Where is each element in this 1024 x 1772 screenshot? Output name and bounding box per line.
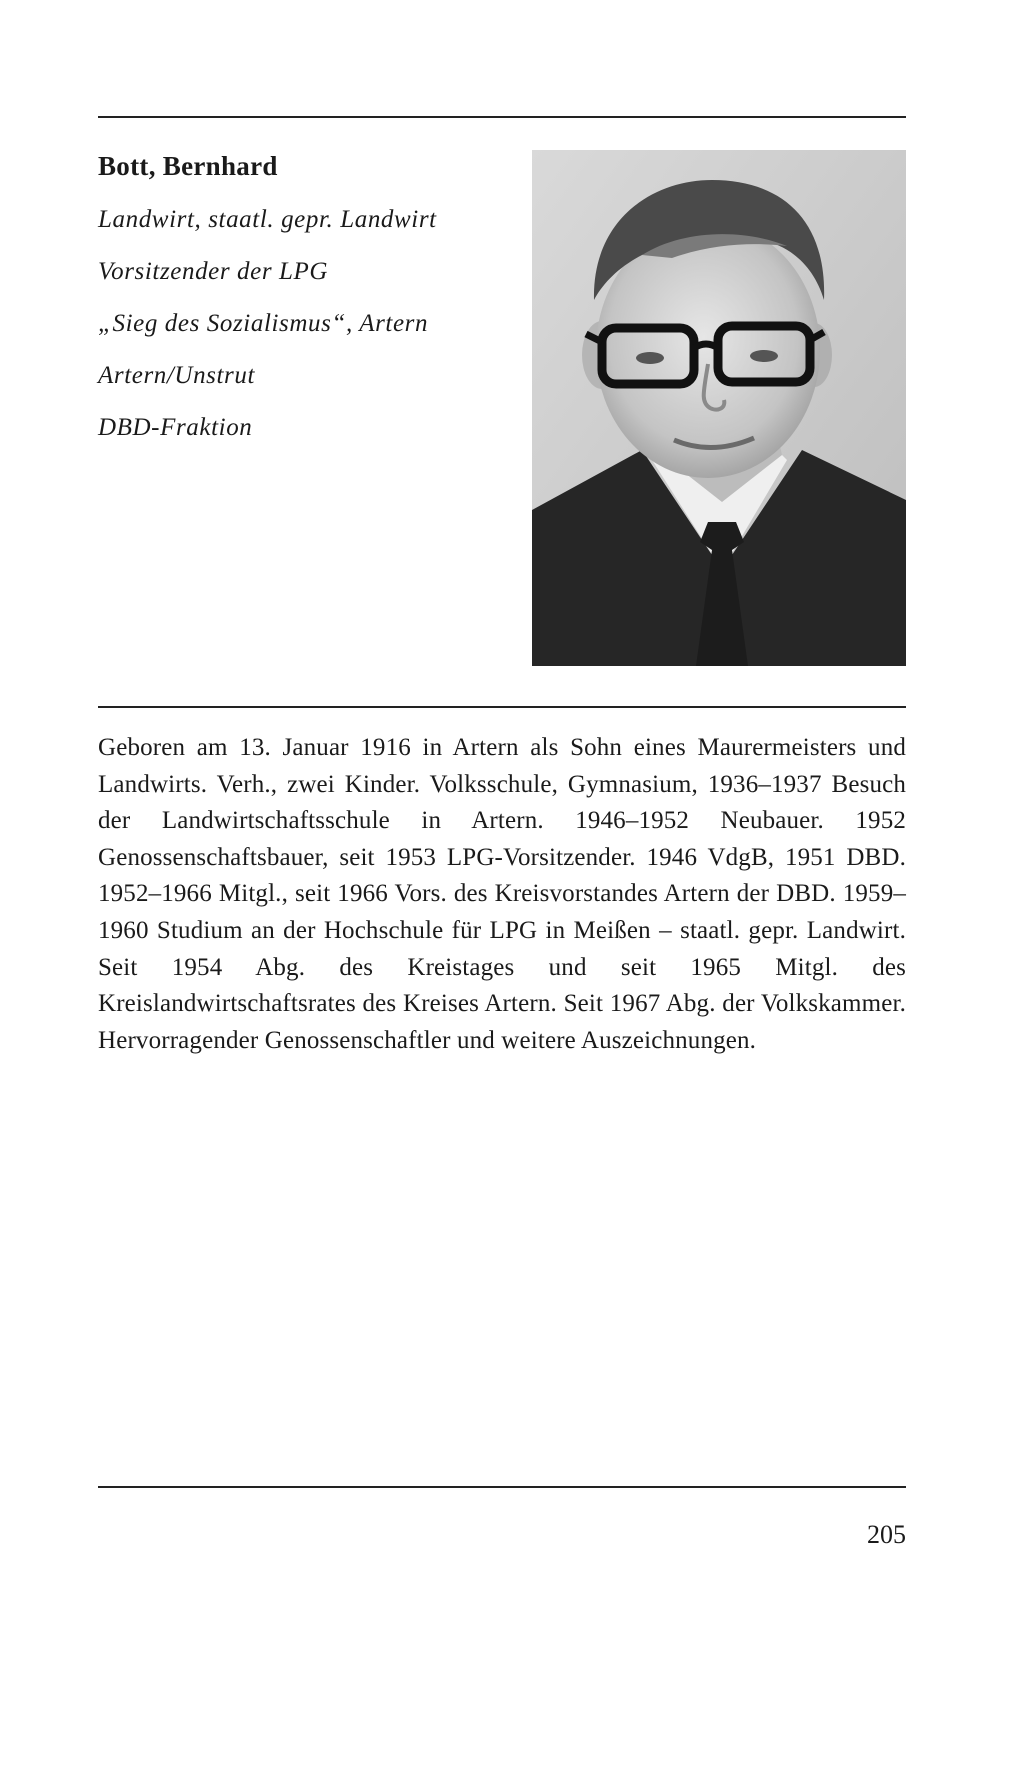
entry-header (98, 138, 518, 454)
top-rule (98, 116, 906, 118)
person-name: Bott, Bernhard (98, 151, 278, 181)
biography-text: Geboren am 13. Januar 1916 in Artern als Sohn eines Maurermeisters und Landwirts. Verh., zwei Kinder. Volksschule, Gymnasium, 1936–1937 Besuch der Landwirtschaftsschule in Artern. 1946–1952 Neubauer. 1952 Genossenschaftsbauer, seit 1953 LPG-Vorsitzender. 1946 VdgB, 1951 DBD. 1952–1966 Mitgl., seit 1966 Vors. des Kreisvorstandes Artern der DBD. 1959–1960 Studium an der Hochschule für LPG in Meißen – staatl. gepr. Landwirt. Seit 1954 Abg. des Kreistages und seit 1965 Mitgl. des Kreislandwirtschaftsrates des Kreises Artern. Seit 1967 Abg. der Volkskammer. Hervorragender Genossenschaftler und weitere Auszeichnungen. (98, 734, 906, 1054)
bottom-rule (98, 1486, 906, 1488)
middle-rule (98, 706, 906, 708)
position-line: Vorsitzender der LPG (98, 258, 329, 285)
page-number: 205 (867, 1520, 906, 1549)
occupation-line: Landwirt, staatl. gepr. Landwirt (98, 206, 437, 233)
faction-line: DBD-Fraktion (98, 414, 253, 441)
portrait-photo (532, 150, 906, 666)
constituency-line: Artern/Unstrut (98, 362, 256, 389)
organization-line: „Sieg des Sozialismus“, Artern (98, 310, 429, 337)
